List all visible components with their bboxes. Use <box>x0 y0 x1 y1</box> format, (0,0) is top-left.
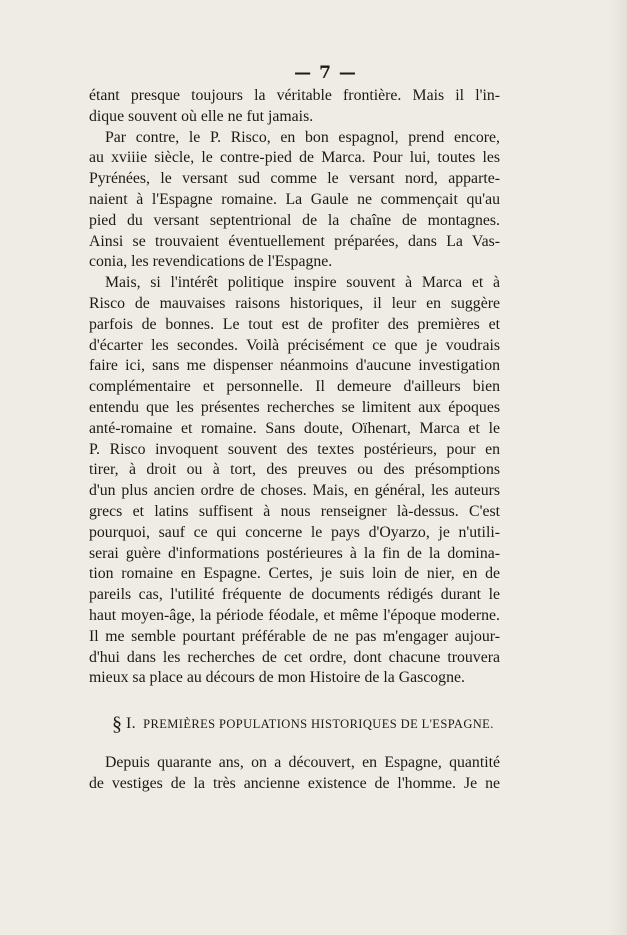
text-line: Par contre, le P. Risco, en bon espagnol, prend encore, <box>105 128 500 146</box>
section-sign: § <box>112 713 123 735</box>
body-text <box>89 86 500 689</box>
text-line: de vestiges de la très ancienne existence de l'homme. Je ne <box>89 774 500 792</box>
page-number: — 7 — <box>294 63 357 83</box>
text-line: complémentaire et personnelle. Il demeure d'ailleurs bien <box>89 378 500 396</box>
text-line: haut moyen-âge, la période féodale, et même l'époque moderne. <box>89 606 500 624</box>
page-edge-shadow <box>609 0 627 935</box>
text-line: tion romaine en Espagne. Certes, je suis loin de nier, en de <box>89 565 500 583</box>
text-line: pareils cas, l'utilité fréquente de documents rédigés durant le <box>89 586 500 604</box>
text-line: entendu que les présentes recherches se limitent aux époques <box>89 398 500 416</box>
text-line: d'écarter les secondes. Voilà précisément ce que je voudrais <box>89 336 500 354</box>
text-line: pourquoi, sauf ce qui concerne le pays d'Oyarzo, je n'utili- <box>89 523 500 541</box>
text-line: parfois de bonnes. Le tout est de profiter des premières et <box>89 315 500 333</box>
text-line: Pyrénées, le versant sud comme le versant nord, apparte- <box>89 170 500 188</box>
text-line: tirer, à droit ou à tort, des preuves ou des présomptions <box>89 461 500 479</box>
text-line: serai guère d'informations postérieures à la fin de la domina- <box>89 544 500 562</box>
text-line: faire ici, sans me dispenser néanmoins d'aucune investigation <box>89 357 500 375</box>
text-line: Depuis quarante ans, on a découvert, en Espagne, quantité <box>105 754 500 771</box>
text-line: étant presque toujours la véritable frontière. Mais il l'in- <box>89 87 500 104</box>
text-line: conia, les revendications de l'Espagne. <box>89 253 333 271</box>
section-title: PREMIÈRES POPULATIONS HISTORIQUES DE L'ESPAGNE. <box>143 717 494 731</box>
text-line: mieux sa place au décours de mon Histoire de la Gascogne. <box>89 669 465 687</box>
text-line: anté-romaine et romaine. Sans doute, Oïhenart, Marca et le <box>89 419 500 437</box>
text-line: naient à l'Espagne romaine. La Gaule ne commençait qu'au <box>89 190 500 208</box>
text-line: Mais, si l'intérêt politique inspire souvent à Marca et à <box>105 274 500 292</box>
text-line: d'un plus ancien ordre de choses. Mais, en général, les auteurs <box>89 482 500 500</box>
text-line: au xviiie siècle, le contre-pied de Marca. Pour lui, toutes les <box>89 149 500 167</box>
text-line: dique souvent où elle ne fut jamais. <box>89 107 314 125</box>
text-line: Il me semble pourtant préférable de ne pas m'engager aujour- <box>89 627 500 645</box>
text-line: Risco de mauvaises raisons historiques, il leur en suggère <box>89 294 500 312</box>
text-line: P. Risco invoquent souvent des textes postérieurs, pour en <box>89 440 500 458</box>
text-line: d'hui dans les recherches de cet ordre, dont chacune trouvera <box>89 648 500 666</box>
body-text-continued <box>89 752 500 794</box>
section-heading <box>112 713 512 736</box>
text-line: pied du versant septentrional de la chaîne de montagnes. <box>89 211 500 229</box>
text-line: grecs et latins suffisent à nous renseigner là-dessus. C'est <box>89 502 500 520</box>
section-number: I. <box>125 715 137 732</box>
text-line: Ainsi se trouvaient éventuellement préparées, dans La Vas- <box>89 232 500 250</box>
